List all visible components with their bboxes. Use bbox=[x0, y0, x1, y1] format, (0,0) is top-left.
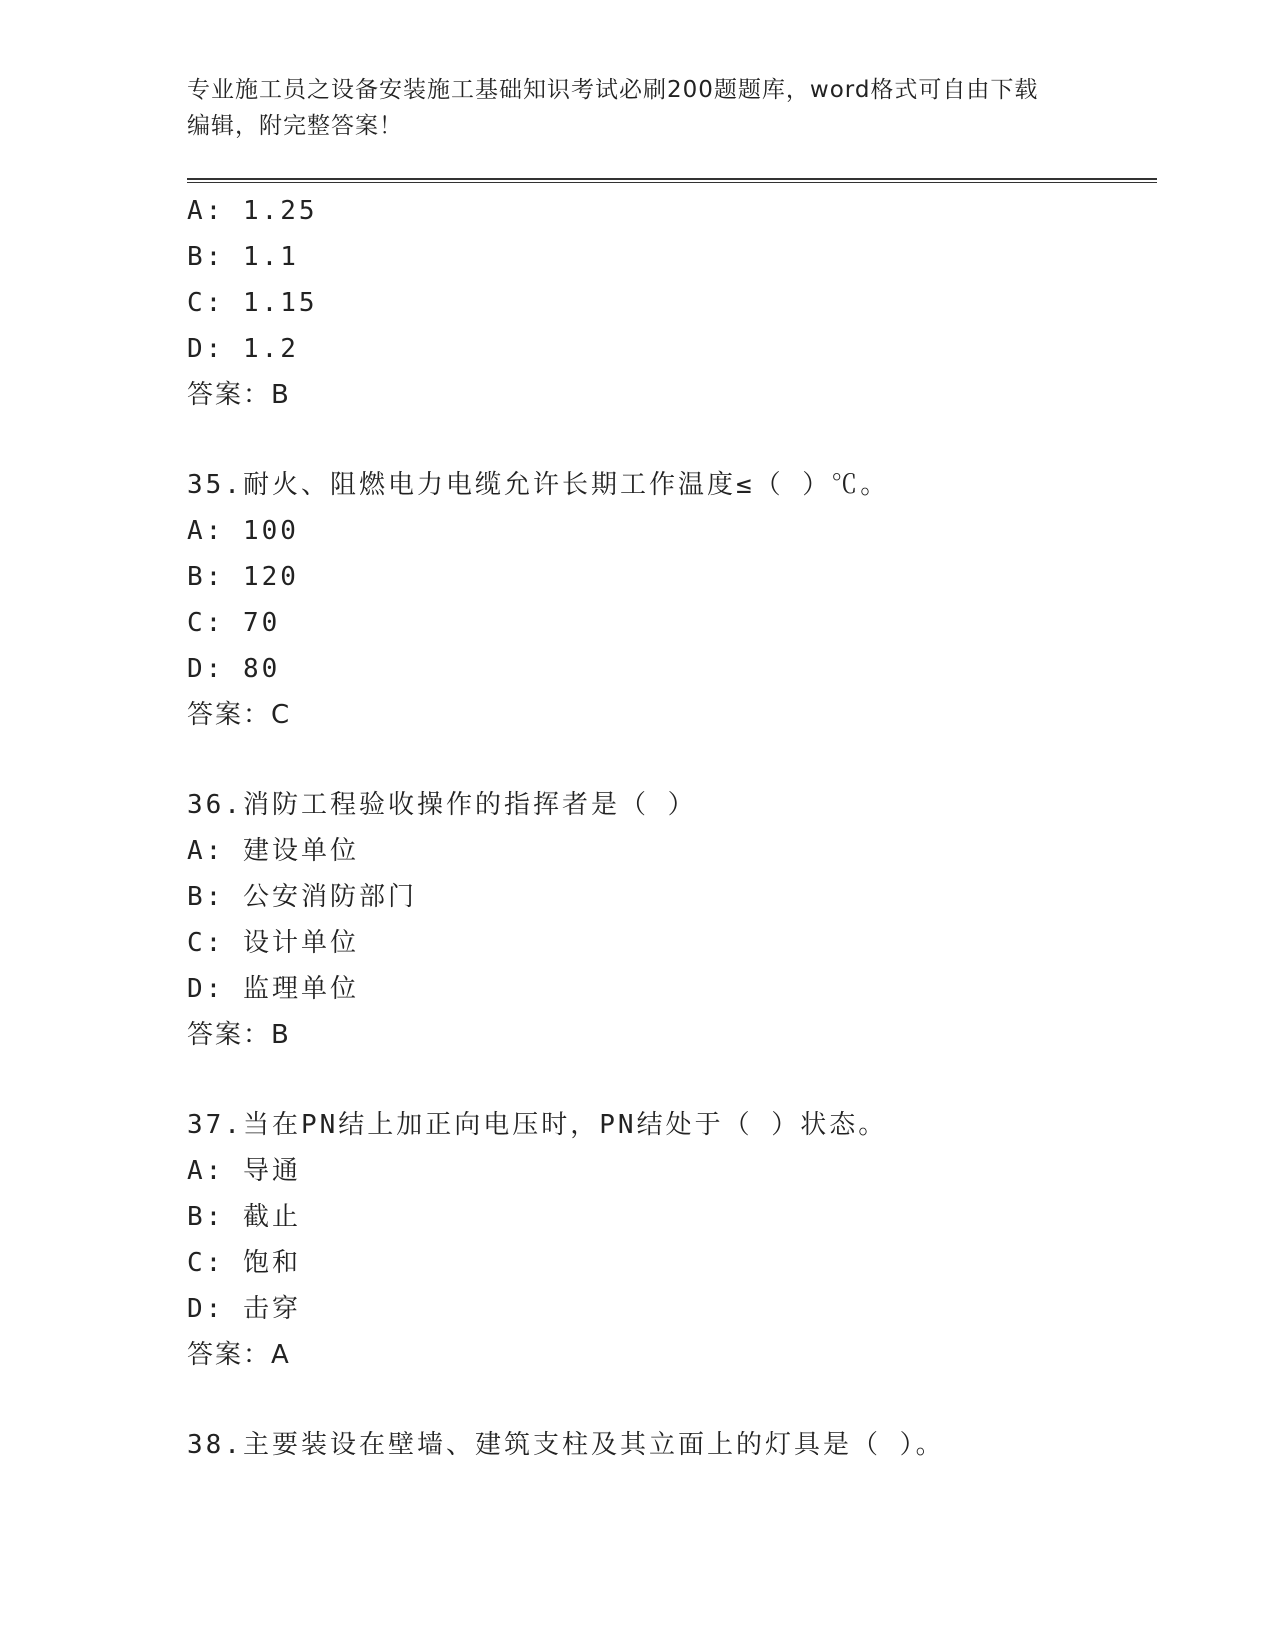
option-a: A: 建设单位 bbox=[187, 836, 359, 866]
option-a: A: 导通 bbox=[187, 1156, 301, 1186]
answer-line: 答案：A bbox=[187, 1340, 291, 1370]
question-block bbox=[187, 1102, 1157, 1378]
option-b: B: 截止 bbox=[187, 1202, 301, 1232]
question-block bbox=[187, 1422, 1157, 1468]
option-c: C: 设计单位 bbox=[187, 928, 359, 958]
spacer bbox=[187, 418, 1157, 462]
option-c: C: 70 bbox=[187, 608, 281, 638]
spacer bbox=[187, 1378, 1157, 1422]
answer-line: 答案：B bbox=[187, 380, 291, 410]
option-a: A: 100 bbox=[187, 516, 299, 546]
question-stem: 35.耐火、阻燃电力电缆允许长期工作温度≤（ ）℃。 bbox=[187, 470, 890, 500]
option-a: A: 1.25 bbox=[187, 196, 318, 226]
question-stem: 38.主要装设在壁墙、建筑支柱及其立面上的灯具是（ ）。 bbox=[187, 1430, 945, 1460]
option-d: D: 监理单位 bbox=[187, 974, 359, 1004]
question-stem: 36.消防工程验收操作的指挥者是（ ） bbox=[187, 790, 697, 820]
spacer bbox=[187, 738, 1157, 782]
option-d: D: 80 bbox=[187, 654, 281, 684]
document-header bbox=[187, 72, 1087, 144]
option-b: B: 1.1 bbox=[187, 242, 299, 272]
question-block bbox=[187, 782, 1157, 1058]
answer-line: 答案：B bbox=[187, 1020, 291, 1050]
header-divider bbox=[187, 178, 1157, 183]
option-b: B: 120 bbox=[187, 562, 299, 592]
option-c: C: 饱和 bbox=[187, 1248, 301, 1278]
question-list bbox=[187, 188, 1157, 1468]
answer-line: 答案：C bbox=[187, 700, 292, 730]
carryover-block bbox=[187, 188, 1157, 418]
header-line-1: 专业施工员之设备安装施工基础知识考试必刷200题题库，word格式可自由下载 bbox=[187, 77, 1039, 103]
option-d: D: 1.2 bbox=[187, 334, 299, 364]
header-line-2: 编辑，附完整答案！ bbox=[187, 113, 403, 139]
option-b: B: 公安消防部门 bbox=[187, 882, 417, 912]
option-d: D: 击穿 bbox=[187, 1294, 301, 1324]
question-block bbox=[187, 462, 1157, 738]
question-stem: 37.当在PN结上加正向电压时，PN结处于（ ）状态。 bbox=[187, 1110, 888, 1140]
option-c: C: 1.15 bbox=[187, 288, 318, 318]
spacer bbox=[187, 1058, 1157, 1102]
